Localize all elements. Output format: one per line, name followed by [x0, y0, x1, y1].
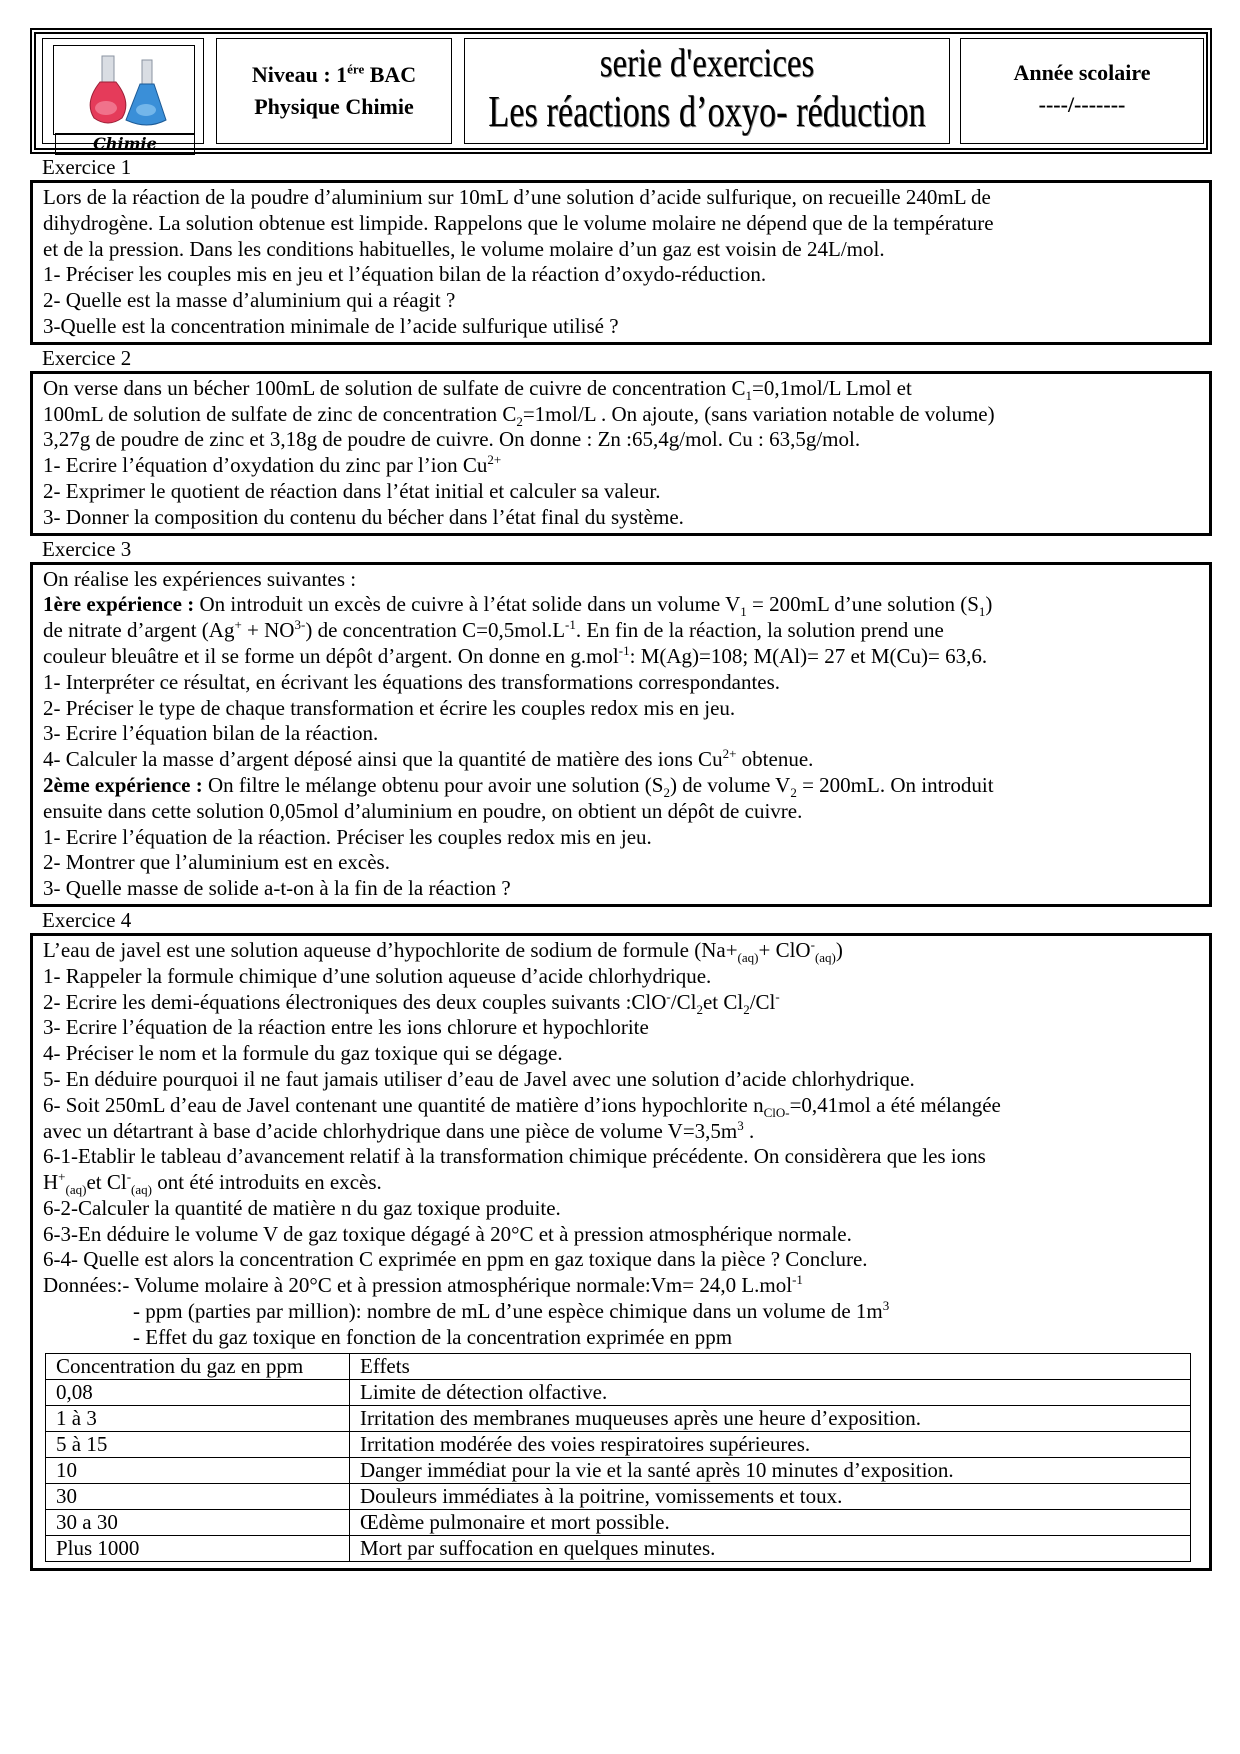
- ex3-question: 2- Montrer que l’aluminium est en excès.: [43, 850, 390, 875]
- ex4-question: 6-4- Quelle est alors la concentration C exprimée en ppm en gaz toxique dans la pièce ? Conclure.: [43, 1247, 868, 1272]
- exercise-2-box: [30, 371, 1212, 536]
- exercise-2-label: Exercice 2: [42, 345, 132, 370]
- toxicity-table: [45, 1353, 1191, 1562]
- table-cell: 30: [46, 1483, 350, 1509]
- ex3-question: 3- Ecrire l’équation bilan de la réaction.: [43, 721, 379, 746]
- table-cell: Mort par suffocation en quelques minutes.: [350, 1535, 1191, 1561]
- ex4-question: 6-1-Etablir le tableau d’avancement relatif à la transformation chimique précédente. On considèrera que les ions: [43, 1144, 986, 1169]
- ex1-line: Lors de la réaction de la poudre d’aluminium sur 10mL d’une solution d’acide sulfurique, on recueille 240mL de: [43, 185, 991, 209]
- exercise-4-box: [30, 933, 1212, 1571]
- table-row: [46, 1379, 1191, 1405]
- level-cell: [216, 38, 452, 144]
- logo-cell: [42, 38, 204, 153]
- ex3-question: 1- Ecrire l’équation de la réaction. Préciser les couples redox mis en jeu.: [43, 824, 652, 849]
- logo-caption: Chimie: [55, 133, 195, 155]
- ex4-question: 6- Soit 250mL d’eau de Javel contenant une quantité de matière d’ions hypochlorite $n_{ClO-}=0,41mol$ a été mélangée: [43, 1092, 1001, 1120]
- table-cell: Œdème pulmonaire et mort possible.: [350, 1509, 1191, 1535]
- ex4-question: 5- En déduire pourquoi il ne faut jamais utiliser d’eau de Javel avec une solution d’acide chlorhydrique.: [43, 1066, 915, 1091]
- table-header-cell: Effets: [350, 1353, 1191, 1379]
- table-row: [46, 1457, 1191, 1483]
- exercise-4-label: Exercice 4: [42, 907, 132, 932]
- table-row: [46, 1405, 1191, 1431]
- exercise-1-box: [30, 180, 1212, 345]
- table-cell: Douleurs immédiates à la poitrine, vomissements et toux.: [350, 1483, 1191, 1509]
- ex4-data: - Effet du gaz toxique en fonction de la concentration exprimée en ppm: [133, 1324, 733, 1349]
- table-cell: 30 a 30: [46, 1509, 350, 1535]
- table-cell: 5 à 15: [46, 1431, 350, 1457]
- exercise-1-label: Exercice 1: [42, 155, 132, 179]
- table-row: [46, 1431, 1191, 1457]
- ex3-line: ensuite dans cette solution 0,05mol d’aluminium en poudre, on obtient un dépôt de cuivre.: [43, 798, 803, 823]
- ex4-line: L’eau de javel est une solution aqueuse d’hypochlorite de sodium de formule $(Na+_{(aq)}+ ClO^-_{(aq)})$: [43, 936, 843, 966]
- exercise-3-label: Exercice 3: [42, 536, 132, 561]
- ex2-line: 100mL de solution de sulfate de zinc de concentration $C_2=1mol/L$ . On ajoute, (sans variation notable de volume): [43, 401, 995, 429]
- ex4-line: avec un détartrant à base d’acide chlorhydrique dans une pièce de volume $V=3,5m^3$ .: [43, 1117, 755, 1143]
- ex2-line: 3,27g de poudre de zinc et 3,18g de poudre de cuivre. On donne : Zn :65,4g/mol. Cu : 63,5g/mol.: [43, 427, 861, 452]
- ex3-question: 3- Quelle masse de solide a-t-on à la fin de la réaction ?: [43, 876, 511, 901]
- ex3-question: 1- Interpréter ce résultat, en écrivant les équations des transformations correspondantes.: [43, 669, 781, 694]
- chapter-title: Les réactions d’oxyo- réduction: [488, 87, 926, 136]
- year-text: Année scolaire ----/-------: [1013, 60, 1151, 117]
- ex1-line: dihydrogène. La solution obtenue est limpide. Rappelons que le volume molaire ne dépend que de la température: [43, 210, 994, 235]
- table-cell: 0,08: [46, 1379, 350, 1405]
- ex2-question: 2- Exprimer le quotient de réaction dans l’état initial et calculer sa valeur.: [43, 478, 661, 503]
- ex4-question: 6-2-Calculer la quantité de matière n du gaz toxique produite.: [43, 1195, 561, 1220]
- table-cell: Limite de détection olfactive.: [350, 1379, 1191, 1405]
- table-cell: Plus 1000: [46, 1535, 350, 1561]
- ex1-question: 3-Quelle est la concentration minimale de l’acide sulfurique utilisé ?: [43, 313, 619, 338]
- table-cell: 1 à 3: [46, 1405, 350, 1431]
- subject-text: Physique Chimie: [254, 94, 414, 119]
- ex3-line: 1ère expérience : On introduit un excès de cuivre à l’état solide dans un volume $V_1 = 200mL$ d’une solution $(S_1)$: [43, 592, 993, 620]
- series-title: serie d'exercices: [599, 40, 815, 85]
- ex2-line: On verse dans un bécher 100mL de solution de sulfate de cuivre de concentration $C_1=0,1mol/L$ Lmol et: [43, 375, 912, 403]
- ex1-line: et de la pression. Dans les conditions habituelles, le volume molaire d’un gaz est voisin de 24L/mol.: [43, 236, 885, 261]
- title-cell: [464, 38, 950, 144]
- ex4-data: Données:- Volume molaire à 20°C et à pression atmosphérique normale:Vm= 24,0 L.mol$^{-1}$: [43, 1272, 803, 1298]
- ex4-question: 3- Ecrire l’équation de la réaction entre les ions chlorure et hypochlorite: [43, 1015, 649, 1040]
- ex3-line: de nitrate d’argent $(Ag^+ + NO^{3-})$ de concentration $C=0,5mol.L^{-1}$. En fin de la réaction, la solution prend une: [43, 617, 944, 643]
- flask-icon: [54, 46, 194, 134]
- header-frame: [30, 28, 1212, 154]
- exercise-3-box: [30, 562, 1212, 907]
- ex3-question: 4- Calculer la masse d’argent déposé ainsi que la quantité de matière des ions $Cu^{2+}$ obtenue.: [43, 746, 814, 772]
- ex2-question: 3- Donner la composition du contenu du bécher dans l’état final du système.: [43, 504, 684, 529]
- ex4-data: - ppm (parties par million): nombre de mL d’une espèce chimique dans un volume de $1m^3$: [133, 1298, 890, 1324]
- table-cell: Irritation des membranes muqueuses après une heure d’exposition.: [350, 1405, 1191, 1431]
- ex3-line: couleur bleuâtre et il se forme un dépôt d’argent. On donne en g.mol$^{-1}$: M(Ag)=108; M(Al)= 27 et M(Cu)= 63,6.: [43, 642, 988, 668]
- table-cell: Irritation modérée des voies respiratoires supérieures.: [350, 1431, 1191, 1457]
- ex4-question: 1- Rappeler la formule chimique d’une solution aqueuse d’acide chlorhydrique.: [43, 963, 712, 988]
- ex1-question: 2- Quelle est la masse d’aluminium qui a réagit ?: [43, 288, 456, 313]
- ex3-line: 2ème expérience : On filtre le mélange obtenu pour avoir une solution $(S_2)$ de volume $V_2 = 200mL$. On introduit: [43, 772, 994, 801]
- ex3-intro: On réalise les expériences suivantes :: [43, 566, 357, 591]
- ex1-question: 1- Préciser les couples mis en jeu et l’équation bilan de la réaction d’oxydo-réduction.: [43, 262, 767, 287]
- year-cell: [960, 38, 1204, 144]
- level-text: Niveau : $1^{ére}$ BAC Physique Chimie: [251, 61, 417, 119]
- table-row: [46, 1483, 1191, 1509]
- table-row: [46, 1509, 1191, 1535]
- flask-logo: [53, 45, 195, 135]
- table-cell: Danger immédiat pour la vie et la santé après 10 minutes d’exposition.: [350, 1457, 1191, 1483]
- worksheet-page: [30, 28, 1212, 1571]
- ex4-question: 6-3-En déduire le volume V de gaz toxique dégagé à 20°C et à pression atmosphérique normale.: [43, 1221, 852, 1246]
- ex4-question: 2- Ecrire les demi-équations électroniques des deux couples suivants $:ClO^-/Cl_2et$ $Cl_2/Cl^-$: [43, 988, 780, 1017]
- ex4-line: $H^+_{(aq)}et$ $Cl^-_{(aq)}$ ont été introduits en excès.: [43, 1169, 382, 1198]
- ex2-question: 1- Ecrire l’équation d’oxydation du zinc par l’ion $Cu^{2+}$: [43, 452, 502, 478]
- table-cell: 10: [46, 1457, 350, 1483]
- ex3-question: 2- Préciser le type de chaque transformation et écrire les couples redox mis en jeu.: [43, 695, 736, 720]
- table-header-row: [46, 1353, 1191, 1379]
- table-header-cell: Concentration du gaz en ppm: [46, 1353, 350, 1379]
- table-row: [46, 1535, 1191, 1561]
- ex4-question: 4- Préciser le nom et la formule du gaz toxique qui se dégage.: [43, 1041, 563, 1066]
